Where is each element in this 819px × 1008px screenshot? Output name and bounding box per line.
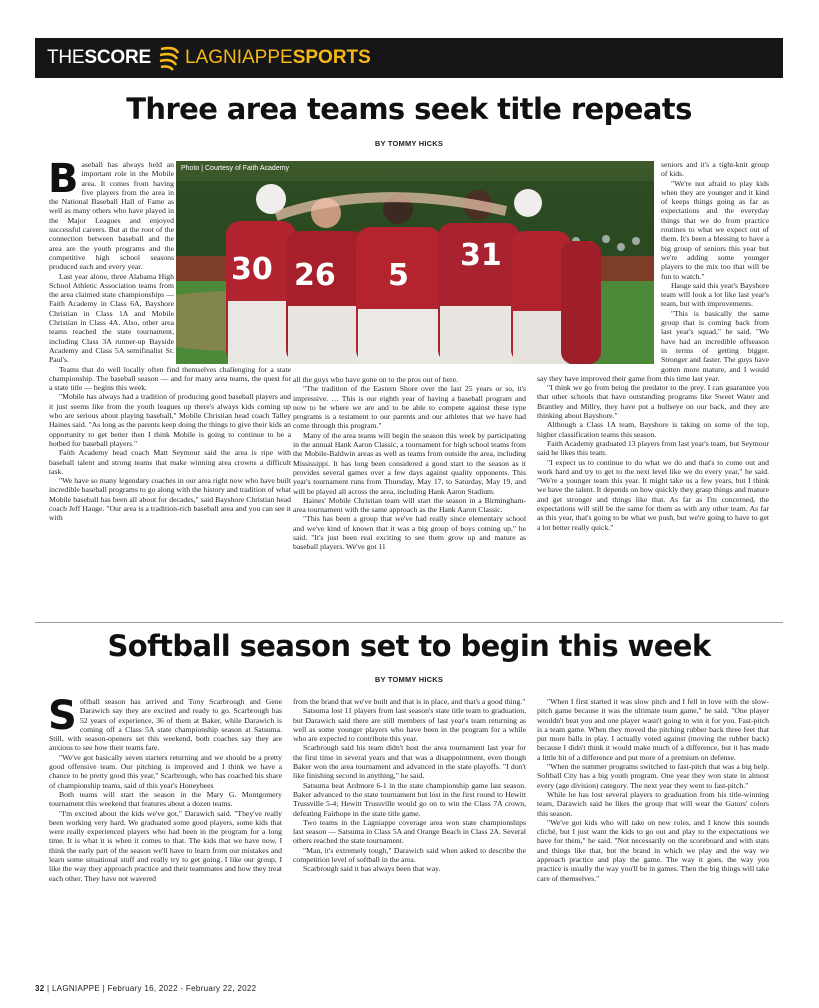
story1-text: "I expect us to continue to do what we do and that's to come out and work hard and try to get to the next level like we do every year," he said. "We're a younger team this year. It might take us a few years, but I think we have the talent. It depends on how quickly they grasp things and mature and get stronger and things like that. As far as I'm concerned, the expectations will still be the same for them as with any other team. As far as this year, that's going to be what we push, but we're going to have to get a lot better really quick.": [537, 457, 769, 532]
page-footer: [35, 984, 256, 993]
story1-text: "We're not afraid to play kids when they are younger and it kind of keeps things going as far as expectations and the everyday things that we do from practice routines to what we expect out of them. It's been a blessing to have a big group of seniors this year but we're adding some younger players to the mix too that will be fun to watch.": [661, 178, 769, 281]
story2-text: "When the summer programs switched to fast-pitch that was a big help. Softball City has a big youth program. One year they won state in almost every (age division) category. The next year they went to fast-pitch.": [537, 762, 769, 790]
story2-text: "When I first started it was slow pitch and I fell in love with the slow-pitch game because it was the ultimate team game," he said. "One player wouldn't beat you and one player wasn't going to win it for you. Fast-pitch is a team game. When they moved the pitching rubber back three feet that put more balls in play. I actually voted against (moving the rubber back) because I didn't think it would make much of a difference, but it has made a little bit of a difference and put more of a premium on defense.: [537, 697, 769, 762]
story2-text: oftball season has arrived and Tony Scarbrough and Gene Darawich say they are excited and ready to go. Scarbrough has 52 years of experience, 36 of them at Baker, while Darawich is coming off a Class 5A state championship season at Satsuma. Still, with season-openers set this weekend, both coaches say they are anxious to see how their teams fare.: [49, 697, 282, 753]
story1-byline: BY TOMMY HICKS: [374, 139, 444, 148]
story1-text: Faith Academy graduated 13 players from last year's team, but Seymour said he likes this team.: [537, 438, 769, 458]
story1-text: all the guys who have gone on to the pros out of here.: [293, 375, 459, 384]
story1-text: "This has been a group that we've had really since elementary school and we've kind of known that it was a big group of boys coming up," he said. "It's just been real exciting to see them grow up and mature as baseball players. We've got 11: [293, 514, 526, 552]
footer-separator: |: [47, 984, 52, 993]
story2-text: from the brand that we've built and that is in place, and that's a good thing.": [293, 697, 526, 706]
story2-text: "I'm excited about the kids we've got," Darawich said. "They've really been working very hard. We graduated some good players, some kids that were really experienced players who had been in the program for a long time. It is what it is when it comes to that. The kids that we have now, I think the early part of the season we'll have to learn from our mistakes and learn some situational stuff and really try to get going. I like our group, I like the way they approach practice and their teammates and how they treat each other. They have not wavered: [49, 808, 282, 883]
page-number: 32: [35, 984, 45, 993]
photo-credit: Photo | Courtesy of Faith Academy: [181, 165, 290, 172]
story1-text: "We have so many legendary coaches in our area right now who have built incredible baseball programs to go along with the history and tradition of what Mobile baseball has been all about for decades," said Bayshore Christian head coach Jeff Hauge. "Our area is a tradition-rich baseball area and you can see it with: [49, 476, 291, 523]
story1-text: Teams that do well locally often find themselves challenging for a state championship. The baseball season — and for many area teams, the quest for a state title — begins this week.: [49, 364, 291, 393]
story1-text: Many of the area teams will begin the season this week by participating in the annual Hank Aaron Classic, a tournament for high school teams from the Mobile-Baldwin areas as well as teams from outside the area, including Mississippi. It has long been considered a good start to the season as it provides several games over a few days against quality opponents. This year's tournament runs from Thursday, May 17, to Saturday, May 19, and will be played all across the area, including Hank Aaron Stadium.: [293, 430, 526, 496]
story2-column-1: [48, 693, 282, 977]
story1-column-2: [293, 375, 526, 615]
publication-name: LAGNIAPPE: [51, 984, 100, 993]
jersey-number: 26: [294, 258, 336, 293]
footer-separator: |: [102, 984, 108, 993]
banner-the-score: THESCORE: [47, 47, 151, 68]
story2-column-3: [537, 697, 769, 977]
story2-dropcap: S: [48, 693, 77, 739]
story1-text: seniors and it's a tight-knit group of kids.: [661, 160, 769, 179]
story2-text: Satsuma lost 11 players from last season's state title team to graduation, but Darawich said there are still members of last year's team returning as well as some younger players who have been in the program for a while who are expected to contribute this year.: [293, 706, 526, 744]
story1-column-3: [537, 160, 769, 615]
lagniappe-swirl-logo-icon: [157, 45, 181, 71]
story2-text: While he has lost several players to graduation from his title-winning team, Darawich said he likes the group that will wear the Gators' colors this season.: [537, 789, 769, 818]
story1-text: "This is basically the same group that is coming back from last year's squad," he said. "We have had an incredible offseason in terms of getting bigger. Stronger and faster. The guys have gotten more mature, and I would say they have improved their game from this time last year.: [537, 308, 769, 383]
story2-text: Scarbrough said his team didn't host the area tournament last year for the first time in several years and that was a disappointment, even though Baker won the area tournament and advanced in the state playoffs. "I don't like finishing second in anything," he said.: [293, 743, 526, 781]
story2-column-2: [293, 697, 526, 977]
story2-byline: BY TOMMY HICKS: [374, 675, 444, 684]
story1-text: "The tradition of the Eastern Shore over the last 25 years or so, it's impressive. … This is our eighth year of having a baseball program and now to be where we are and to be able to compete against these type programs is a testament to our parents and our athletes that we have had come through this program.": [293, 384, 526, 431]
section-banner: [35, 38, 783, 78]
story1-text: Last year alone, three Alabama High School Athletic Association teams from the area claimed state championships — Faith Academy in Class 6A, Bayshore Christian in Class 1A and Mobile Christian in Class 4A. Also, other area teams reached the state tournament, including Class 3A runner-up Bayside Academy and Class 5A semifinalist St. Paul's.: [49, 271, 174, 365]
issue-dates: February 16, 2022 - February 22, 2022: [107, 984, 257, 993]
story2-text: "We've got kids who will take on new roles, and I know this sounds cliché, but I just want the kids to go out and play to the expectations we have for them," he said. "Not necessarily on the scoreboard and with stats and things like that, but the brand in which we play and the way we approach practice and play the game. The way it goes, the way you practice is usually the way you'll be in games. Then the big things will take care of themselves.": [537, 817, 769, 883]
story1-headline: Three area teams seek title repeats: [126, 92, 692, 126]
jersey-number: 31: [460, 238, 502, 273]
story1-text: Although a Class 1A team, Bayshore is taking on some of the top, higher classification teams this season.: [537, 420, 769, 439]
story2-text: Two teams in the Lagniappe coverage area won state championships last season — Satsuma in Class 5A and Orange Beach in Class 2A. Several others reached the state tournament.: [293, 817, 526, 846]
story-divider: [35, 622, 783, 623]
story2-text: "We've got basically seven starters returning and we should be a pretty good offensive team. Our pitching is improved and I think we have a chance to be pretty good this year," Scarbrough, who has coached his share of championship teams, said of this year's Honeybees: [49, 752, 282, 790]
story2-text: Scarbrough said it has always been that way.: [303, 864, 441, 874]
story1-text: Hauge said this year's Bayshore team will look a lot like last year's team, but with improvements.: [661, 280, 769, 309]
jersey-number: 5: [388, 258, 409, 293]
story2-headline: Softball season set to begin this week: [107, 629, 711, 663]
story1-text: Haines' Mobile Christian team will start the season in a Birmingham-area tournament with the same approach as the Hank Aaron Classic.: [293, 495, 526, 515]
story2-text: "Man, it's extremely tough," Darawich said when asked to describe the competition level of softball in the area.: [293, 845, 526, 865]
story1-text: "Mobile has always had a tradition of producing good baseball players and it just seems like from the youth leagues up there's always kids coming up who are serious about playing baseball," Mobile Christian head coach Talley Haines said. "As long as the parents keep doing the things to give their kids an opportunity to get better then I think Mobile is going to continue to be a hotbed for baseball players.": [49, 392, 291, 448]
story1-text: "I think we go from being the predator to the prey. I can guarantee you that other schools that have outstanding programs like Sweet Water and Brantley and Millry, they have put a bullseye on our back, and they are thinking about Bayshore.": [537, 383, 769, 421]
story1-dropcap: B: [48, 156, 79, 202]
banner-lagniappe-sports: LAGNIAPPESPORTS: [184, 47, 371, 68]
story2-text: Both teams will start the season in the Mary G. Montgomery tournament this weekend that features about a dozen teams.: [49, 789, 282, 809]
jersey-number: 30: [231, 252, 273, 287]
story1-column-1: [48, 156, 291, 615]
story1-text: Faith Academy head coach Matt Seymour said the area is ripe with baseball talent and strong teams that make winning area crowns a difficult task.: [49, 448, 291, 476]
story1-text: aseball has always held an important role in the Mobile area. It comes from having five players from the area in the National Baseball Hall of Fame as well as many others who have played in the Major Leagues and enjoyed successful careers. But at the root of the connection between baseball and the area are the youth programs and the competitive high school seasons produced each and every year.: [49, 160, 174, 272]
story2-text: Satsuma beat Ardmore 6-1 in the state championship game last season. Baker advanced to the state tournament but lost in the first round to Hewitt Trussville 5-4; Hewitt Trussville would go on to win the Class 7A crown, defeating Fairhope in the state title game.: [293, 780, 526, 818]
